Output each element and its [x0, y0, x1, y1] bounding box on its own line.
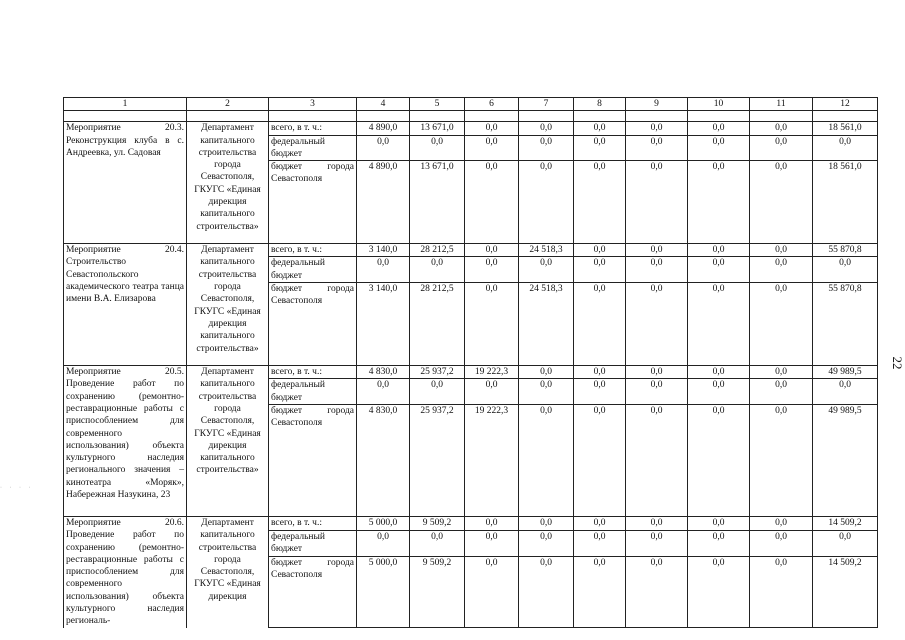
amount-cell: 0,0 [626, 516, 688, 530]
amount-cell: 5 000,0 [357, 516, 410, 530]
amount-cell: 0,0 [688, 257, 750, 283]
amount-cell: 28 212,5 [410, 244, 465, 257]
amount-cell: 0,0 [574, 404, 626, 516]
amount-cell: 0,0 [688, 404, 750, 516]
column-number: 7 [519, 98, 574, 111]
measure-name: Мероприятие 20.5. Проведение работ по сохранению (ремонтно-реставрационные работы с приспособлением для современного использования) объекта культурного наследия регионального значения – кинотеатра «Моряк», Набережная Назукина, 23 [64, 366, 187, 517]
responsible-executor: Департамент капитального строительства города Севастополя, ГКУГС «Единая дирекция капитального строительства» [187, 244, 269, 366]
column-number: 9 [626, 98, 688, 111]
column-number: 6 [465, 98, 519, 111]
amount-cell: 0,0 [626, 257, 688, 283]
measures-body [64, 122, 878, 628]
budget-table [63, 97, 878, 628]
amount-cell: 0,0 [688, 530, 750, 556]
column-number: 11 [750, 98, 813, 111]
amount-cell: 0,0 [688, 283, 750, 366]
amount-cell: 0,0 [626, 161, 688, 244]
amount-cell: 3 140,0 [357, 244, 410, 257]
amount-cell: 4 830,0 [357, 404, 410, 516]
amount-cell: 0,0 [688, 556, 750, 627]
amount-cell: 4 890,0 [357, 122, 410, 135]
amount-cell: 0,0 [688, 122, 750, 135]
amount-cell: 0,0 [574, 257, 626, 283]
amount-cell: 0,0 [574, 122, 626, 135]
funding-source: федеральный бюджет [269, 530, 357, 556]
amount-cell: 0,0 [574, 516, 626, 530]
amount-cell: 18 561,0 [813, 161, 878, 244]
amount-cell: 49 989,5 [813, 404, 878, 516]
amount-cell: 19 222,3 [465, 404, 519, 516]
amount-cell: 0,0 [750, 135, 813, 161]
funding-source: федеральный бюджет [269, 257, 357, 283]
column-number: 5 [410, 98, 465, 111]
amount-cell: 4 830,0 [357, 366, 410, 379]
amount-cell: 0,0 [626, 556, 688, 627]
amount-cell: 14 509,2 [813, 516, 878, 530]
amount-cell: 0,0 [410, 530, 465, 556]
amount-cell: 0,0 [626, 135, 688, 161]
amount-cell: 14 509,2 [813, 556, 878, 627]
amount-cell: 0,0 [574, 244, 626, 257]
funding-source: всего, в т. ч.: [269, 244, 357, 257]
amount-cell: 13 671,0 [410, 161, 465, 244]
amount-cell: 55 870,8 [813, 283, 878, 366]
amount-cell: 24 518,3 [519, 283, 574, 366]
responsible-executor: Департамент капитального строительства города Севастополя, ГКУГС «Единая дирекция капитального строительства» [187, 366, 269, 517]
column-number: 12 [813, 98, 878, 111]
amount-cell: 0,0 [519, 257, 574, 283]
measure-row-total [64, 122, 878, 135]
amount-cell: 0,0 [410, 257, 465, 283]
funding-source: федеральный бюджет [269, 379, 357, 405]
amount-cell: 0,0 [574, 283, 626, 366]
amount-cell: 0,0 [574, 135, 626, 161]
measure-name: Мероприятие 20.6. Проведение работ по сохранению (ремонтно-реставрационные работы с приспособлением для современного использования) объекта культурного наследия региональ- [64, 516, 187, 627]
spacer-row [64, 111, 878, 122]
amount-cell: 0,0 [626, 244, 688, 257]
amount-cell: 19 222,3 [465, 366, 519, 379]
amount-cell: 0,0 [688, 135, 750, 161]
funding-source: бюджет города Севастополя [269, 556, 357, 627]
amount-cell: 55 870,8 [813, 244, 878, 257]
amount-cell: 0,0 [574, 161, 626, 244]
amount-cell: 0,0 [519, 530, 574, 556]
amount-cell: 4 890,0 [357, 161, 410, 244]
measure-row-total [64, 366, 878, 379]
amount-cell: 0,0 [688, 516, 750, 530]
amount-cell: 0,0 [750, 161, 813, 244]
amount-cell: 0,0 [750, 257, 813, 283]
scan-specks: · · · · [0, 485, 34, 491]
column-number-row [64, 98, 878, 111]
amount-cell: 3 140,0 [357, 283, 410, 366]
amount-cell: 0,0 [688, 366, 750, 379]
amount-cell: 0,0 [357, 530, 410, 556]
amount-cell: 0,0 [465, 135, 519, 161]
amount-cell: 0,0 [574, 530, 626, 556]
column-number: 10 [688, 98, 750, 111]
amount-cell: 0,0 [519, 366, 574, 379]
funding-source: всего, в т. ч.: [269, 366, 357, 379]
amount-cell: 24 518,3 [519, 244, 574, 257]
amount-cell: 28 212,5 [410, 283, 465, 366]
amount-cell: 5 000,0 [357, 556, 410, 627]
funding-source: бюджет города Севастополя [269, 404, 357, 516]
measure-name: Мероприятие 20.3. Реконструкция клуба в с. Андреевка, ул. Садовая [64, 122, 187, 244]
amount-cell: 0,0 [750, 530, 813, 556]
funding-source: федеральный бюджет [269, 135, 357, 161]
amount-cell: 0,0 [750, 379, 813, 405]
amount-cell: 0,0 [626, 379, 688, 405]
column-number: 2 [187, 98, 269, 111]
amount-cell: 0,0 [813, 135, 878, 161]
amount-cell: 0,0 [465, 530, 519, 556]
amount-cell: 0,0 [519, 404, 574, 516]
amount-cell: 0,0 [465, 379, 519, 405]
amount-cell: 25 937,2 [410, 404, 465, 516]
measure-row-total [64, 516, 878, 530]
amount-cell: 0,0 [357, 257, 410, 283]
amount-cell: 0,0 [465, 244, 519, 257]
amount-cell: 0,0 [519, 135, 574, 161]
amount-cell: 0,0 [813, 257, 878, 283]
amount-cell: 0,0 [750, 516, 813, 530]
amount-cell: 18 561,0 [813, 122, 878, 135]
column-number: 8 [574, 98, 626, 111]
page-number: 22 [890, 356, 905, 370]
amount-cell: 0,0 [750, 283, 813, 366]
amount-cell: 0,0 [626, 122, 688, 135]
amount-cell: 25 937,2 [410, 366, 465, 379]
amount-cell: 0,0 [813, 530, 878, 556]
amount-cell: 0,0 [357, 135, 410, 161]
column-number: 1 [64, 98, 187, 111]
amount-cell: 0,0 [574, 556, 626, 627]
amount-cell: 49 989,5 [813, 366, 878, 379]
amount-cell: 9 509,2 [410, 516, 465, 530]
amount-cell: 0,0 [410, 379, 465, 405]
amount-cell: 13 671,0 [410, 122, 465, 135]
funding-source: всего, в т. ч.: [269, 122, 357, 135]
amount-cell: 0,0 [519, 161, 574, 244]
amount-cell: 0,0 [465, 283, 519, 366]
amount-cell: 0,0 [465, 161, 519, 244]
amount-cell: 0,0 [465, 122, 519, 135]
column-number: 4 [357, 98, 410, 111]
amount-cell: 0,0 [519, 516, 574, 530]
amount-cell: 0,0 [357, 379, 410, 405]
measure-row-total [64, 244, 878, 257]
amount-cell: 0,0 [626, 366, 688, 379]
amount-cell: 0,0 [519, 379, 574, 405]
responsible-executor: Департамент капитального строительства города Севастополя, ГКУГС «Единая дирекция [187, 516, 269, 627]
responsible-executor: Департамент капитального строительства города Севастополя, ГКУГС «Единая дирекция капитального строительства» [187, 122, 269, 244]
amount-cell: 9 509,2 [410, 556, 465, 627]
measure-name: Мероприятие 20.4. Строительство Севастопольского академического театра танца имени В.А. Елизарова [64, 244, 187, 366]
funding-source: всего, в т. ч.: [269, 516, 357, 530]
amount-cell: 0,0 [410, 135, 465, 161]
amount-cell: 0,0 [813, 379, 878, 405]
amount-cell: 0,0 [465, 257, 519, 283]
amount-cell: 0,0 [750, 366, 813, 379]
amount-cell: 0,0 [688, 161, 750, 244]
amount-cell: 0,0 [519, 556, 574, 627]
amount-cell: 0,0 [465, 556, 519, 627]
amount-cell: 0,0 [519, 122, 574, 135]
amount-cell: 0,0 [750, 122, 813, 135]
amount-cell: 0,0 [750, 244, 813, 257]
amount-cell: 0,0 [750, 404, 813, 516]
amount-cell: 0,0 [465, 516, 519, 530]
amount-cell: 0,0 [626, 283, 688, 366]
column-number: 3 [269, 98, 357, 111]
funding-source: бюджет города Севастополя [269, 283, 357, 366]
amount-cell: 0,0 [626, 530, 688, 556]
amount-cell: 0,0 [574, 379, 626, 405]
amount-cell: 0,0 [688, 379, 750, 405]
amount-cell: 0,0 [626, 404, 688, 516]
funding-source: бюджет города Севастополя [269, 161, 357, 244]
amount-cell: 0,0 [750, 556, 813, 627]
amount-cell: 0,0 [574, 366, 626, 379]
amount-cell: 0,0 [688, 244, 750, 257]
